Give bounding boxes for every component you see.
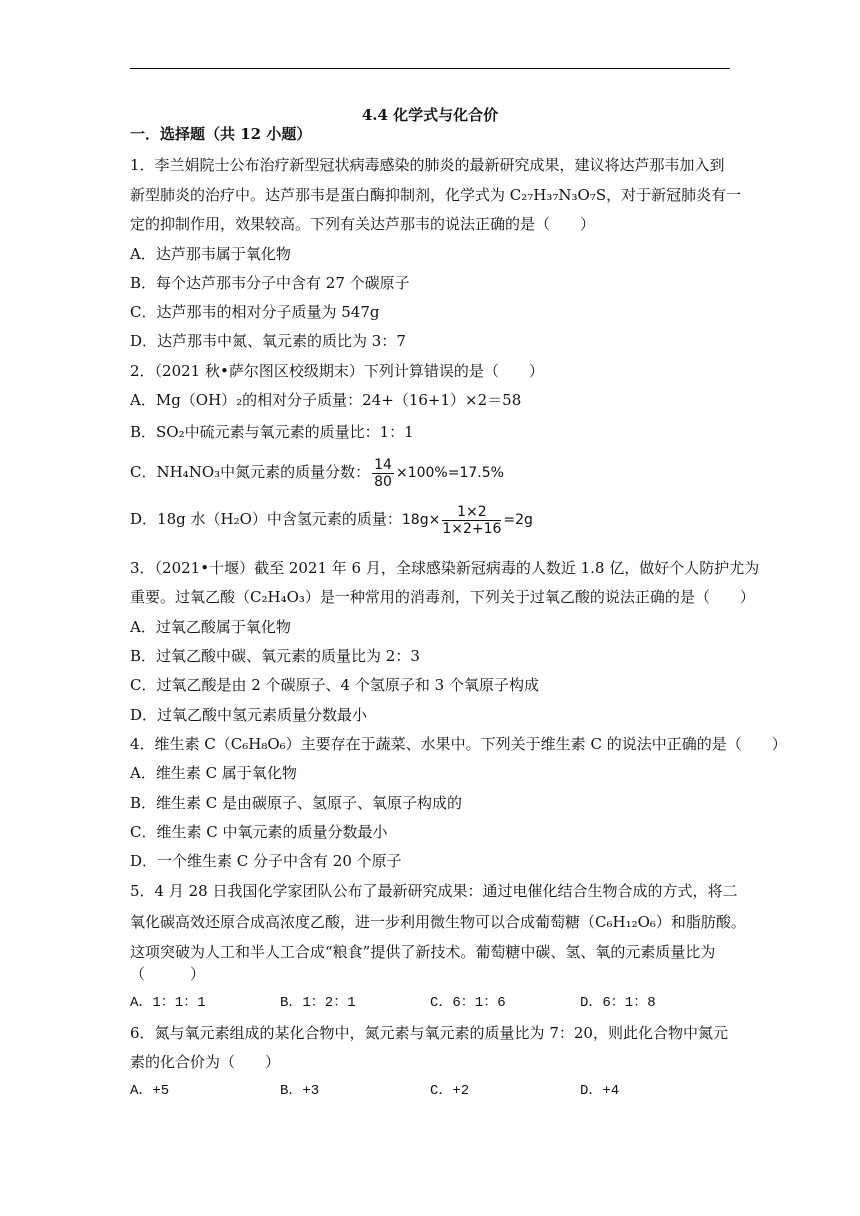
- page-title: 4.4 化学式与化合价: [361, 106, 499, 124]
- q3-stem-line-2: 重要。过氧乙酸（C₂H₄O₃）是一种常用的消毒剂，下列关于过氧乙酸的说法正确的是（ ）: [130, 588, 755, 606]
- q5-option-a: A．1：1：1: [130, 995, 206, 1011]
- q4-option-d: D．一个维生素 C 分子中含有 20 个原子: [130, 852, 402, 870]
- q5-stem-line-3: 这项突破为人工和半人工合成“粮食”提供了新技术。葡萄糖中碳、氢、氧的元素质量比为: [130, 943, 716, 961]
- q5-option-b: B．1：2：1: [280, 995, 356, 1011]
- q2-option-d-fraction: [442, 504, 501, 537]
- header-rule: [130, 68, 730, 69]
- q3-option-a: A．过氧乙酸属于氧化物: [130, 618, 291, 636]
- q1-stem-line-1: 1．李兰娟院士公布治疗新型冠状病毒感染的肺炎的最新研究成果，建议将达芦那韦加入到: [130, 156, 725, 174]
- q3-option-c: C．过氧乙酸是由 2 个碳原子、4 个氢原子和 3 个氧原子构成: [130, 676, 539, 694]
- q1-option-a: A．达芦那韦属于氧化物: [130, 245, 291, 263]
- q4-option-a: A．维生素 C 属于氧化物: [130, 764, 297, 782]
- q6-option-b: B．+3: [280, 1083, 320, 1099]
- q6-option-c: C．+2: [430, 1083, 470, 1099]
- q5-option-d: D．6：1：8: [580, 995, 656, 1011]
- q5-stem-line-4: （ ）: [130, 965, 206, 983]
- q3-option-b: B．过氧乙酸中碳、氧元素的质量比为 2：3: [130, 647, 420, 665]
- q1-option-c: C．达芦那韦的相对分子质量为 547g: [130, 303, 380, 321]
- q2-option-d: [130, 499, 533, 540]
- q1-stem-line-2: 新型肺炎的治疗中。达芦那韦是蛋白酶抑制剂，化学式为 C₂₇H₃₇N₃O₇S，对于新冠肺炎有一: [130, 186, 742, 204]
- q4-stem: 4．维生素 C（C₆H₈O₆）主要存在于蔬菜、水果中。下列关于维生素 C 的说法中正确的是（ ）: [130, 735, 787, 753]
- q3-option-d: D．过氧乙酸中氢元素质量分数最小: [130, 706, 368, 724]
- q6-stem-line-1: 6．氮与氧元素组成的某化合物中，氮元素与氧元素的质量比为 7：20，则此化合物中氮元: [130, 1024, 728, 1042]
- q4-option-c: C．维生素 C 中氧元素的质量分数最小: [130, 823, 388, 841]
- q6-option-d: D．+4: [580, 1083, 620, 1099]
- q2-option-d-prefix: 18g×: [401, 512, 441, 528]
- q1-option-b: B．每个达芦那韦分子中含有 27 个碳原子: [130, 274, 410, 292]
- q2-option-a: A．Mg（OH）₂的相对分子质量：24+（16+1）×2＝58: [130, 391, 522, 409]
- q2-option-d-denominator: 1×2+16: [442, 520, 502, 537]
- q2-option-d-numerator: 1×2: [442, 504, 501, 521]
- q2-option-c-tail: ×100%=17.5%: [395, 465, 504, 481]
- q5-stem-line-1: 5．4 月 28 日我国化学家团队公布了最新研究成果：通过电催化结合生物合成的方式，将二: [130, 882, 738, 900]
- q2-stem: 2．（2021 秋•萨尔图区校级期末）下列计算错误的是（ ）: [130, 362, 544, 380]
- q1-stem-line-3: 定的抑制作用，效果较高。下列有关达芦那韦的说法正确的是（ ）: [130, 215, 596, 233]
- q2-option-c: [130, 452, 504, 493]
- q1-option-d: D．达芦那韦中氮、氧元素的质比为 3：7: [130, 332, 406, 350]
- q2-option-d-text: D．18g 水（H₂O）中含氢元素的质量：: [130, 510, 402, 528]
- q2-option-c-denominator: 80: [374, 473, 392, 490]
- q2-option-c-numerator: 14: [374, 456, 392, 473]
- q2-option-c-text: C．NH₄NO₃中氮元素的质量分数：: [130, 463, 371, 481]
- section-heading: 一．选择题（共 12 小题）: [130, 125, 312, 143]
- q2-option-b: B．SO₂中硫元素与氧元素的质量比：1：1: [130, 423, 414, 441]
- q2-option-d-tail: =2g: [503, 512, 533, 528]
- q6-option-a: A．+5: [130, 1083, 170, 1099]
- q6-stem-line-2: 素的化合价为（ ）: [130, 1053, 281, 1071]
- q4-option-b: B．维生素 C 是由碳原子、氢原子、氧原子构成的: [130, 794, 463, 812]
- q5-option-c: C．6：1：6: [430, 995, 506, 1011]
- q5-stem-line-2: 氧化碳高效还原合成高浓度乙酸，进一步利用微生物可以合成葡萄糖（C₆H₁₂O₆）和脂肪酸。: [130, 913, 746, 931]
- q2-option-c-fraction: [372, 457, 394, 490]
- q3-stem-line-1: 3．（2021•十堰）截至 2021 年 6 月，全球感染新冠病毒的人数近 1.8 亿，做好个人防护尤为: [130, 559, 760, 577]
